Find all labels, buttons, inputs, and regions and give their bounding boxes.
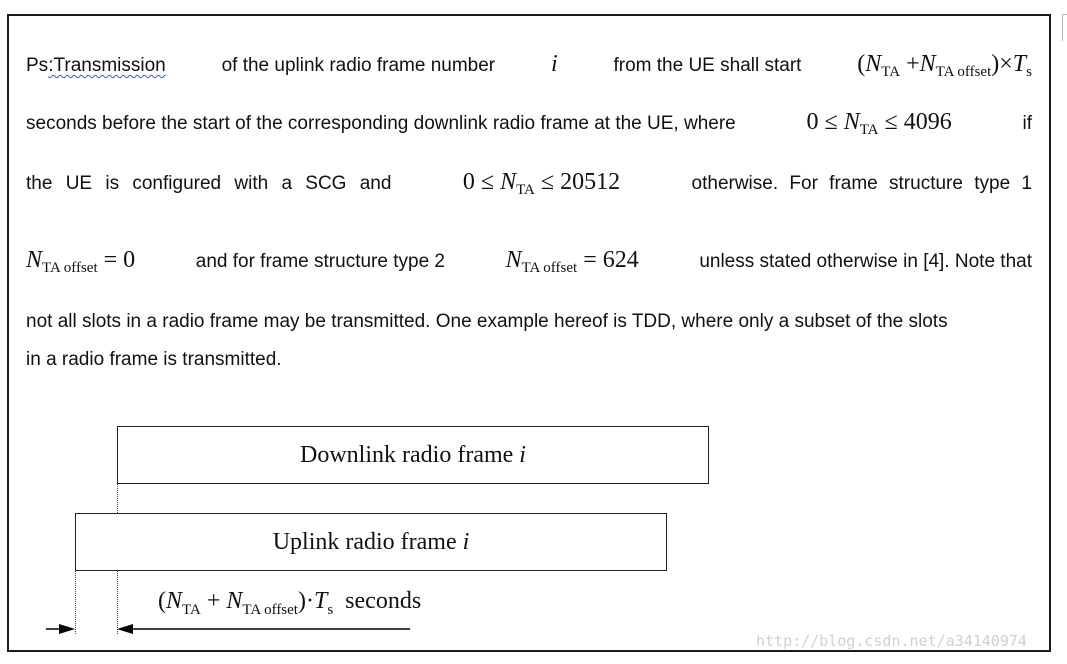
line1-text-b: from the UE shall start (613, 55, 802, 76)
watermark: http://blog.csdn.net/a34140974 (756, 632, 1027, 650)
line2-text: seconds before the start of the corresponding downlink radio frame at the UE, where (26, 113, 736, 134)
timing-formula: $(N_{TA} +N_{TA offset})\times T_s$ (857, 51, 1032, 80)
seconds-label: seconds (345, 588, 422, 614)
paragraph-line-6: in a radio frame is transmitted. (26, 349, 282, 370)
nta-range-4096: $0 \le N_{TA} \le 4096$ (806, 109, 952, 138)
downlink-label: Downlink radio frame (300, 442, 514, 468)
timing-offset-label: $(N_{TA} + N_{TA offset})\cdot T_s$ seconds (158, 588, 422, 618)
left-pointing-arrow-icon (117, 624, 133, 634)
nta-range-20512: $0 \le N_{TA} \le 20512$ (462, 169, 621, 198)
line4-text-b: unless stated otherwise in [4]. Note that (699, 251, 1032, 272)
line3-text: the UE is configured with a SCG and (26, 173, 392, 194)
right-pointing-arrow-icon (59, 624, 75, 634)
ps-prefix: Ps (26, 55, 49, 76)
paragraph-line-5: not all slots in a radio frame may be transmitted. One example hereof is TDD, where only a subset of the slots (26, 311, 948, 332)
frame-number-var: i (550, 51, 558, 77)
nta-offset-zero: $N_{TA offset} = 0$ (26, 247, 136, 276)
uplink-label: Uplink radio frame (272, 529, 457, 555)
downlink-frame-var: i (519, 442, 526, 468)
line1-text: of the uplink radio frame number (221, 55, 496, 76)
uplink-frame-var: i (462, 529, 470, 555)
nta-offset-624: $N_{TA offset} = 624$ (505, 247, 639, 276)
spellcheck-word: :Transmission (48, 55, 166, 76)
line4-text: and for frame structure type 2 (195, 251, 445, 272)
line2-text-b: if (1022, 113, 1032, 134)
line3-text-b: otherwise. For frame structure type 1 (691, 173, 1032, 194)
